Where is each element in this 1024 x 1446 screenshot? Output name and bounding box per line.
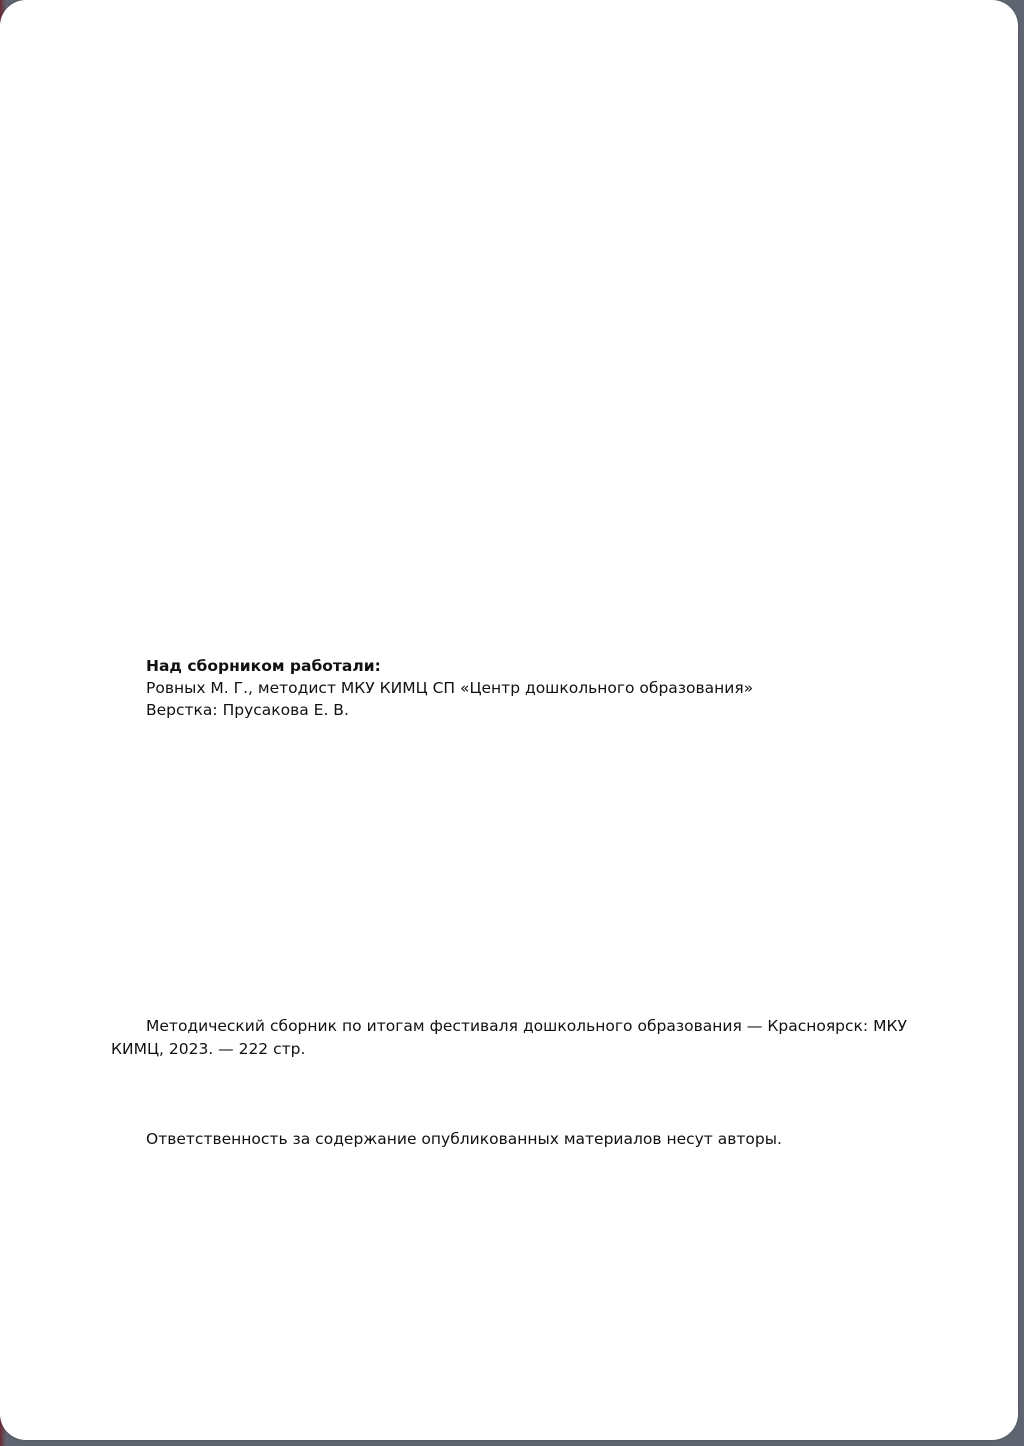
credits-block <box>146 655 753 721</box>
disclaimer-text: Ответственность за содержание опубликованных материалов несут авторы. <box>146 1130 782 1148</box>
credits-layout: Верстка: Прусакова Е. В. <box>146 701 349 719</box>
credits-editor: Ровных М. Г., методист МКУ КИМЦ СП «Центр дошкольного образования» <box>146 679 754 697</box>
bibliographic-note: Методический сборник по итогам фестиваля дошкольного образования — Красноярск: МКУ КИМЦ, 2023. — 222 стр. <box>111 1017 907 1058</box>
credits-heading: Над сборником работали: <box>146 657 381 675</box>
